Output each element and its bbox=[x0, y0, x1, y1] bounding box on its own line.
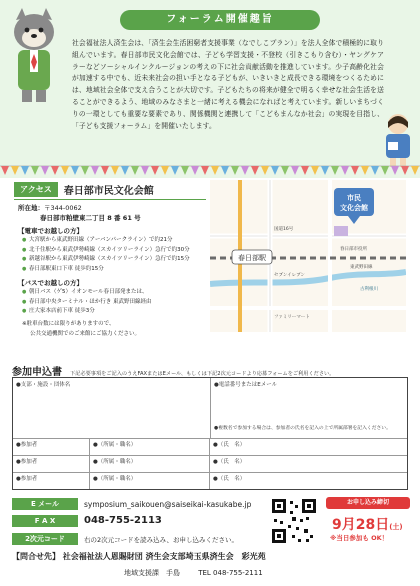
map-venue-label: 文化会館 bbox=[340, 204, 368, 212]
bunting-flag bbox=[201, 166, 209, 175]
fax-label: F A X bbox=[12, 515, 78, 527]
apply-title: 参加申込書 bbox=[12, 367, 62, 378]
address-text: 春日部市粕壁東二丁目 8 番 61 号 bbox=[40, 214, 141, 222]
dept-field[interactable]: ●（所属・職名） bbox=[93, 476, 137, 482]
qr-instructions: 右の2次元コードを読み込み、お申し込みください。 bbox=[84, 536, 239, 544]
train-heading: 【電車でお越しの方】 bbox=[18, 227, 83, 235]
parking-note bbox=[22, 320, 140, 339]
venue-name: 春日部市民文化会館 bbox=[63, 185, 154, 197]
list-item: ● 大宮駅から東武野田線（アーバンパークライン）で約21分 bbox=[22, 236, 190, 246]
list-item: ● 朝日バス（ゲ5）イオンモール春日部発または、 bbox=[22, 288, 151, 298]
bunting-flag bbox=[1, 166, 9, 175]
email-address[interactable]: symposium_saikouen@saiseikai-kasukabe.jp bbox=[84, 500, 252, 509]
application-form bbox=[12, 377, 408, 490]
bunting-flag bbox=[311, 166, 319, 175]
bunting-flag bbox=[301, 166, 309, 175]
bunting-flag bbox=[321, 166, 329, 175]
bunting-flag bbox=[161, 166, 169, 175]
bunting-flag bbox=[291, 166, 299, 175]
bunting-flag bbox=[251, 166, 259, 175]
bunting-flag bbox=[371, 166, 379, 175]
deadline-label: お申し込み締切 bbox=[326, 497, 410, 509]
map-venue-label: 市民 bbox=[347, 194, 361, 202]
bunting-flag bbox=[341, 166, 349, 175]
list-item: ● 春日部中央ターミナル・ほか行き 東武野田線経由 bbox=[22, 298, 151, 308]
intro-section bbox=[0, 0, 420, 178]
dept-field[interactable]: ●（所属・職名） bbox=[93, 442, 137, 448]
bunting-flag bbox=[121, 166, 129, 175]
bunting-flag bbox=[351, 166, 359, 175]
bunting-flag bbox=[331, 166, 339, 175]
bunting-flag bbox=[231, 166, 239, 175]
inquiry-dept: 地域支援課 手島 bbox=[124, 569, 180, 577]
address-label: 所在地： bbox=[18, 204, 44, 212]
note-line: 公共交通機関でのご来館にご協力ください。 bbox=[30, 330, 141, 337]
bunting-flag bbox=[101, 166, 109, 175]
bunting-flag bbox=[141, 166, 149, 175]
inquiry-label: 【問合せ先】 bbox=[12, 552, 60, 561]
participant-field[interactable]: ●参加者 bbox=[16, 476, 38, 482]
bunting-flag bbox=[71, 166, 79, 175]
email-label: E メール bbox=[12, 498, 78, 510]
dept-field[interactable]: ●（所属・職名） bbox=[93, 459, 137, 465]
note-line: ※駐車台数には限りがありますので、 bbox=[22, 321, 115, 327]
map-road-label: 国道16号 bbox=[274, 227, 294, 232]
intro-paragraph: 社会福祉法人済生会は、「済生会生活困窮者支援事業（なでしこプラン）」を法人全体で積極的に取り組んでいます。春日部市民文化会館では、子ども学習支援・不登校（引きこもり含む）・ヤングケアラーなどソーシャルインクルージョンの考えの下に社会貢献活動を推進しています。少子高齢化社会が加速する中でも、近未来社会の担い手となる子どもが、いきいきと成長できる環境をつくるためには、地域社会全体で支え合うことが大切です。子どもたちの将来が健全で明るく幸せな社会生活を送ることができるよう、地域のみなさまと一緒に考える機会になればと考えています。新しいまちづくりの一環としても重要な要素であり、関係機関と連携して「こどもまんなか社会」の実現を目指し、「子ども支援フォーラム」を開催いたします。 bbox=[72, 39, 384, 130]
intro-title: フォーラム開催趣旨 bbox=[120, 10, 320, 30]
org-field[interactable]: ●支部・施設・団体名 bbox=[16, 382, 71, 388]
bunting-flag bbox=[191, 166, 199, 175]
apply-header bbox=[12, 363, 334, 378]
deadline-date: 9月28日 bbox=[332, 517, 390, 533]
inquiry-tel: TEL 048-755-2111 bbox=[198, 569, 263, 577]
bunting-flag bbox=[221, 166, 229, 175]
bunting-flag bbox=[281, 166, 289, 175]
contact-field[interactable]: ●電話番号またはEメール bbox=[214, 382, 278, 388]
bunting-flag bbox=[181, 166, 189, 175]
deadline-badge bbox=[326, 497, 410, 545]
qr-label: 2次元コード bbox=[12, 533, 78, 545]
apply-subtitle: 下記必要事項をご記入のうえFAXまたはEメール、もしくは下記2次元コードより応募フォームをご利用ください。 bbox=[70, 371, 335, 377]
map-road-label: 古利根川 bbox=[360, 287, 378, 292]
deadline-date-block bbox=[332, 514, 403, 534]
bunting-flag bbox=[271, 166, 279, 175]
access-divider bbox=[14, 199, 206, 200]
bunting-flag bbox=[21, 166, 29, 175]
inquiry-block bbox=[12, 551, 266, 562]
bus-route-list bbox=[22, 288, 151, 317]
mascot-character-icon bbox=[4, 4, 64, 104]
bunting-flag bbox=[401, 166, 409, 175]
form-note: ●複数名で参加する場合は、参加者の氏名を記入の上で所属部署を記入ください。 bbox=[214, 426, 391, 431]
bus-heading: 【バスでお越しの方】 bbox=[18, 279, 83, 287]
list-item: ● 春日部駅東口下車 徒歩約15分 bbox=[22, 265, 190, 275]
deadline-day: (土) bbox=[389, 523, 403, 531]
bunting-flag bbox=[131, 166, 139, 175]
list-item: ● 新越谷駅から東武伊勢崎線（スカイツリーライン）急行で約15分 bbox=[22, 255, 190, 265]
name-field[interactable]: ●（氏 名） bbox=[213, 459, 246, 465]
fax-number: 048-755-2113 bbox=[84, 515, 162, 526]
bunting-flag bbox=[11, 166, 19, 175]
map-road-label: 東武野田線 bbox=[350, 265, 373, 270]
inquiry-org: 社会福祉法人恩賜財団 済生会支部埼玉県済生会 彩光苑 bbox=[62, 552, 266, 561]
bunting-flag bbox=[61, 166, 69, 175]
train-route-list bbox=[22, 236, 190, 274]
bunting-flag bbox=[391, 166, 399, 175]
list-item: ● 北千住駅から東武伊勢崎線（スカイツリーライン）急行で約30分 bbox=[22, 246, 190, 256]
bunting-flag bbox=[261, 166, 269, 175]
list-item: ● 庄大家本店前下車 徒歩3分 bbox=[22, 307, 151, 317]
inquiry-sub bbox=[124, 568, 263, 578]
bunting-decoration-icon bbox=[0, 165, 420, 177]
map-road-label: セブンイレブン bbox=[274, 273, 305, 278]
bunting-flag bbox=[111, 166, 119, 175]
bunting-flag bbox=[81, 166, 89, 175]
bunting-flag bbox=[171, 166, 179, 175]
postal-code: 〒344-0062 bbox=[44, 204, 82, 212]
map-station-label: 春日部駅 bbox=[238, 254, 266, 262]
access-tag: アクセス bbox=[14, 182, 58, 197]
bunting-flag bbox=[411, 166, 419, 175]
bunting-flag bbox=[91, 166, 99, 175]
bunting-flag bbox=[41, 166, 49, 175]
bunting-flag bbox=[151, 166, 159, 175]
child-character-icon bbox=[378, 110, 418, 168]
bunting-flag bbox=[361, 166, 369, 175]
bunting-flag bbox=[51, 166, 59, 175]
name-field[interactable]: ●（氏 名） bbox=[213, 442, 246, 448]
bunting-flag bbox=[241, 166, 249, 175]
access-header bbox=[14, 181, 154, 197]
bunting-flag bbox=[31, 166, 39, 175]
address-block bbox=[18, 203, 141, 223]
map-road-label: ファミリーマート bbox=[274, 315, 310, 320]
deadline-note: ※当日参加も OK！ bbox=[330, 534, 389, 542]
qr-code-icon[interactable] bbox=[270, 497, 318, 545]
participant-field[interactable]: ●参加者 bbox=[16, 442, 38, 448]
bunting-flag bbox=[381, 166, 389, 175]
name-field[interactable]: ●（氏 名） bbox=[213, 476, 246, 482]
participant-field[interactable]: ●参加者 bbox=[16, 459, 38, 465]
access-map bbox=[210, 180, 406, 332]
map-road-label: 春日部市役所 bbox=[340, 247, 367, 252]
bunting-flag bbox=[211, 166, 219, 175]
